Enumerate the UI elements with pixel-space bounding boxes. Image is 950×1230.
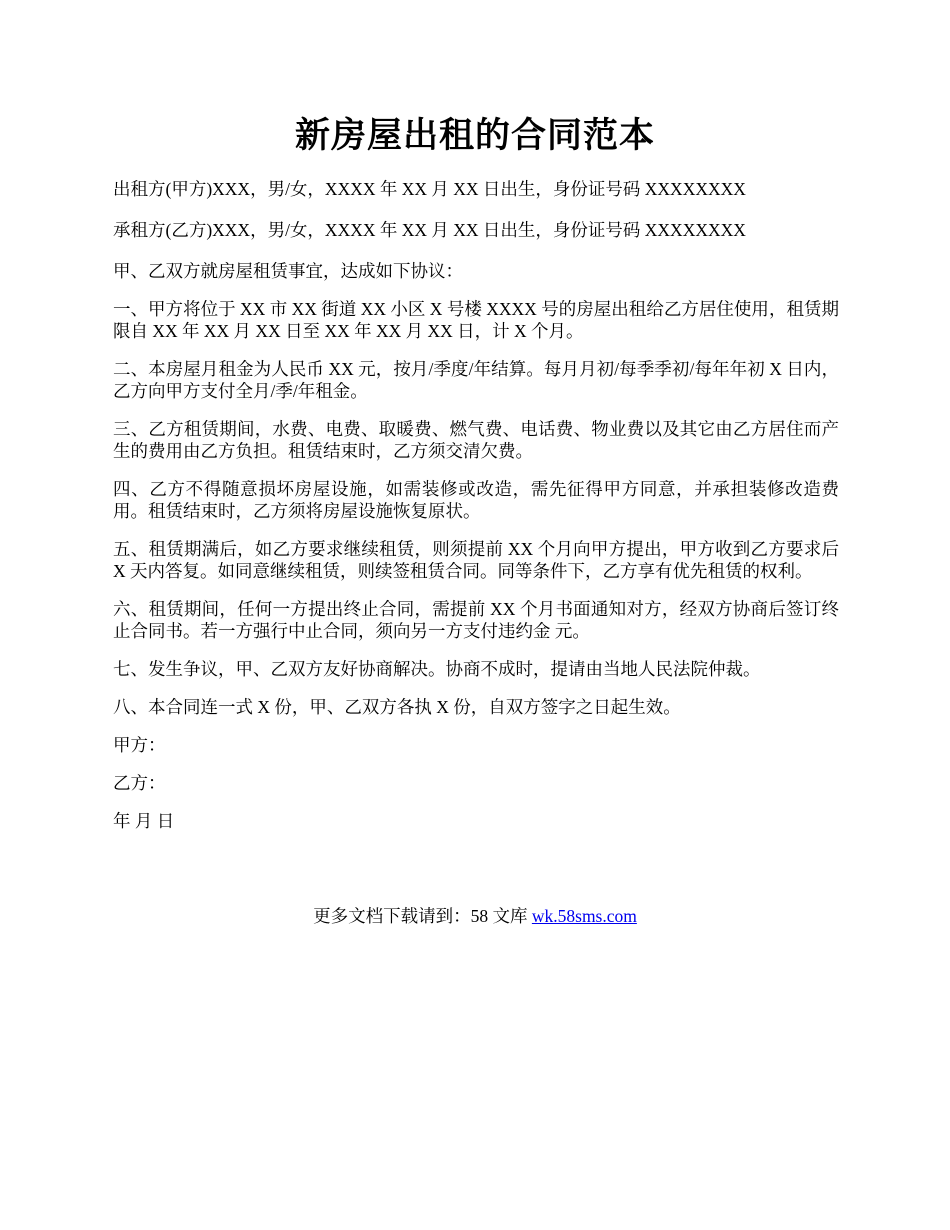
paragraph-lessee: 承租方(乙方)XXX，男/女，XXXX 年 XX 月 XX 日出生，身份证号码 XXXXXXXX — [113, 220, 746, 240]
signature-date: 年 月 日 — [113, 811, 175, 831]
paragraph-clause-6: 六、租赁期间，任何一方提出终止合同，需提前 XX 个月书面通知对方，经双方协商后签订终止合同书。若一方强行中止合同，须向另一方支付违约金 元。 — [113, 599, 839, 641]
paragraph-clause-7: 七、发生争议，甲、乙双方友好协商解决。协商不成时，提请由当地人民法院仲裁。 — [113, 659, 761, 679]
paragraph-clause-8: 八、本合同连一式 X 份，甲、乙双方各执 X 份，自双方签字之日起生效。 — [113, 697, 681, 717]
paragraph-clause-4: 四、乙方不得随意损坏房屋设施，如需装修或改造，需先征得甲方同意，并承担装修改造费用。租赁结束时，乙方须将房屋设施恢复原状。 — [113, 479, 839, 521]
footer-prefix: 更多文档下载请到：58 文库 — [313, 906, 532, 926]
paragraph-clause-5: 五、租赁期满后，如乙方要求继续租赁，则须提前 XX 个月向甲方提出，甲方收到乙方要求后 X 天内答复。如同意继续租赁，则续签租赁合同。同等条件下，乙方享有优先租赁的权利。 — [113, 539, 839, 581]
footer-link[interactable]: wk.58sms.com — [531, 906, 637, 926]
signature-party-a: 甲方： — [113, 735, 166, 755]
document-body — [113, 178, 839, 848]
paragraph-clause-3: 三、乙方租赁期间，水费、电费、取暖费、燃气费、电话费、物业费以及其它由乙方居住而产生的费用由乙方负担。租赁结束时，乙方须交清欠费。 — [113, 419, 839, 461]
paragraph-clause-1: 一、甲方将位于 XX 市 XX 街道 XX 小区 X 号楼 XXXX 号的房屋出租给乙方居住使用，租赁期限自 XX 年 XX 月 XX 日至 XX 年 XX 月 XX 日，计 X 个月。 — [113, 299, 839, 341]
paragraph-agreement-intro: 甲、乙双方就房屋租赁事宜，达成如下协议： — [113, 261, 463, 281]
document-title: 新房屋出租的合同范本 — [294, 116, 655, 155]
signature-party-b: 乙方： — [113, 773, 166, 793]
paragraph-clause-2: 二、本房屋月租金为人民币 XX 元，按月/季度/年结算。每月月初/每季季初/每年年初 X 日内，乙方向甲方支付全月/季/年租金。 — [113, 359, 839, 401]
paragraph-lessor: 出租方(甲方)XXX，男/女，XXXX 年 XX 月 XX 日出生，身份证号码 XXXXXXXX — [113, 179, 746, 199]
footer-download-note — [0, 904, 950, 928]
